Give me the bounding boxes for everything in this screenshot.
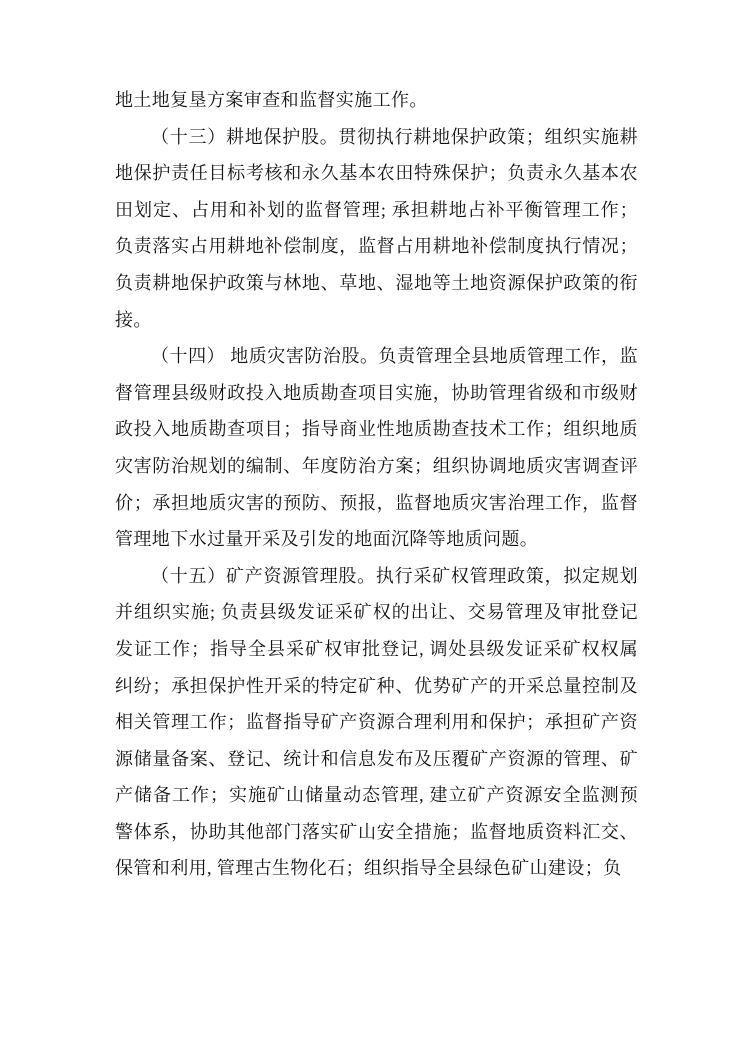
paragraph-item-15-mineral-resources: （十五）矿产资源管理股。执行采矿权管理政策，拟定规划并组织实施; 负责县级发证采矿权的出让、交易管理及审批登记发证工作；指导全县采矿权审批登记, 调处县级发证采矿权权属纠纷；承担保护性开采的特定矿种、优势矿产的开采总量控制及相关管理工作；监督指导矿产资源合理利用和保护；承担矿产资源储量备案、登记、统计和信息发布及压覆矿产资源的管理、矿产储备工作；实施矿山储量动态管理, 建立矿产资源安全监测预警体系，协助其他部门落实矿山安全措施；监督地质资料汇交、保管和利用, 管理古生物化石；组织指导全县绿色矿山建设；负 bbox=[115, 565, 638, 879]
paragraph-item-14-geological-disaster: （十四） 地质灾害防治股。负责管理全县地质管理工作，监督管理县级财政投入地质勘查项目实施，协助管理省级和市级财政投入地质勘查项目；指导商业性地质勘查技术工作；组织地质灾害防治规划的编制、年度防治方案；组织协调地质灾害调查评价；承担地质灾害的预防、预报，监督地质灾害治理工作，监督管理地下水过量开采及引发的地面沉降等地质问题。 bbox=[115, 346, 638, 550]
paragraph-continuation: 地土地复垦方案审查和监督实施工作。 bbox=[115, 90, 428, 110]
paragraph-item-13-land-protection: （十三）耕地保护股。贯彻执行耕地保护政策；组织实施耕地保护责任目标考核和永久基本农田特殊保护；负责永久基本农田划定、占用和补划的监督管理; 承担耕地占补平衡管理工作；负责落实占用耕地补偿制度，监督占用耕地补偿制度执行情况；负责耕地保护政策与林地、草地、湿地等土地资源保护政策的衔接。 bbox=[115, 126, 638, 330]
